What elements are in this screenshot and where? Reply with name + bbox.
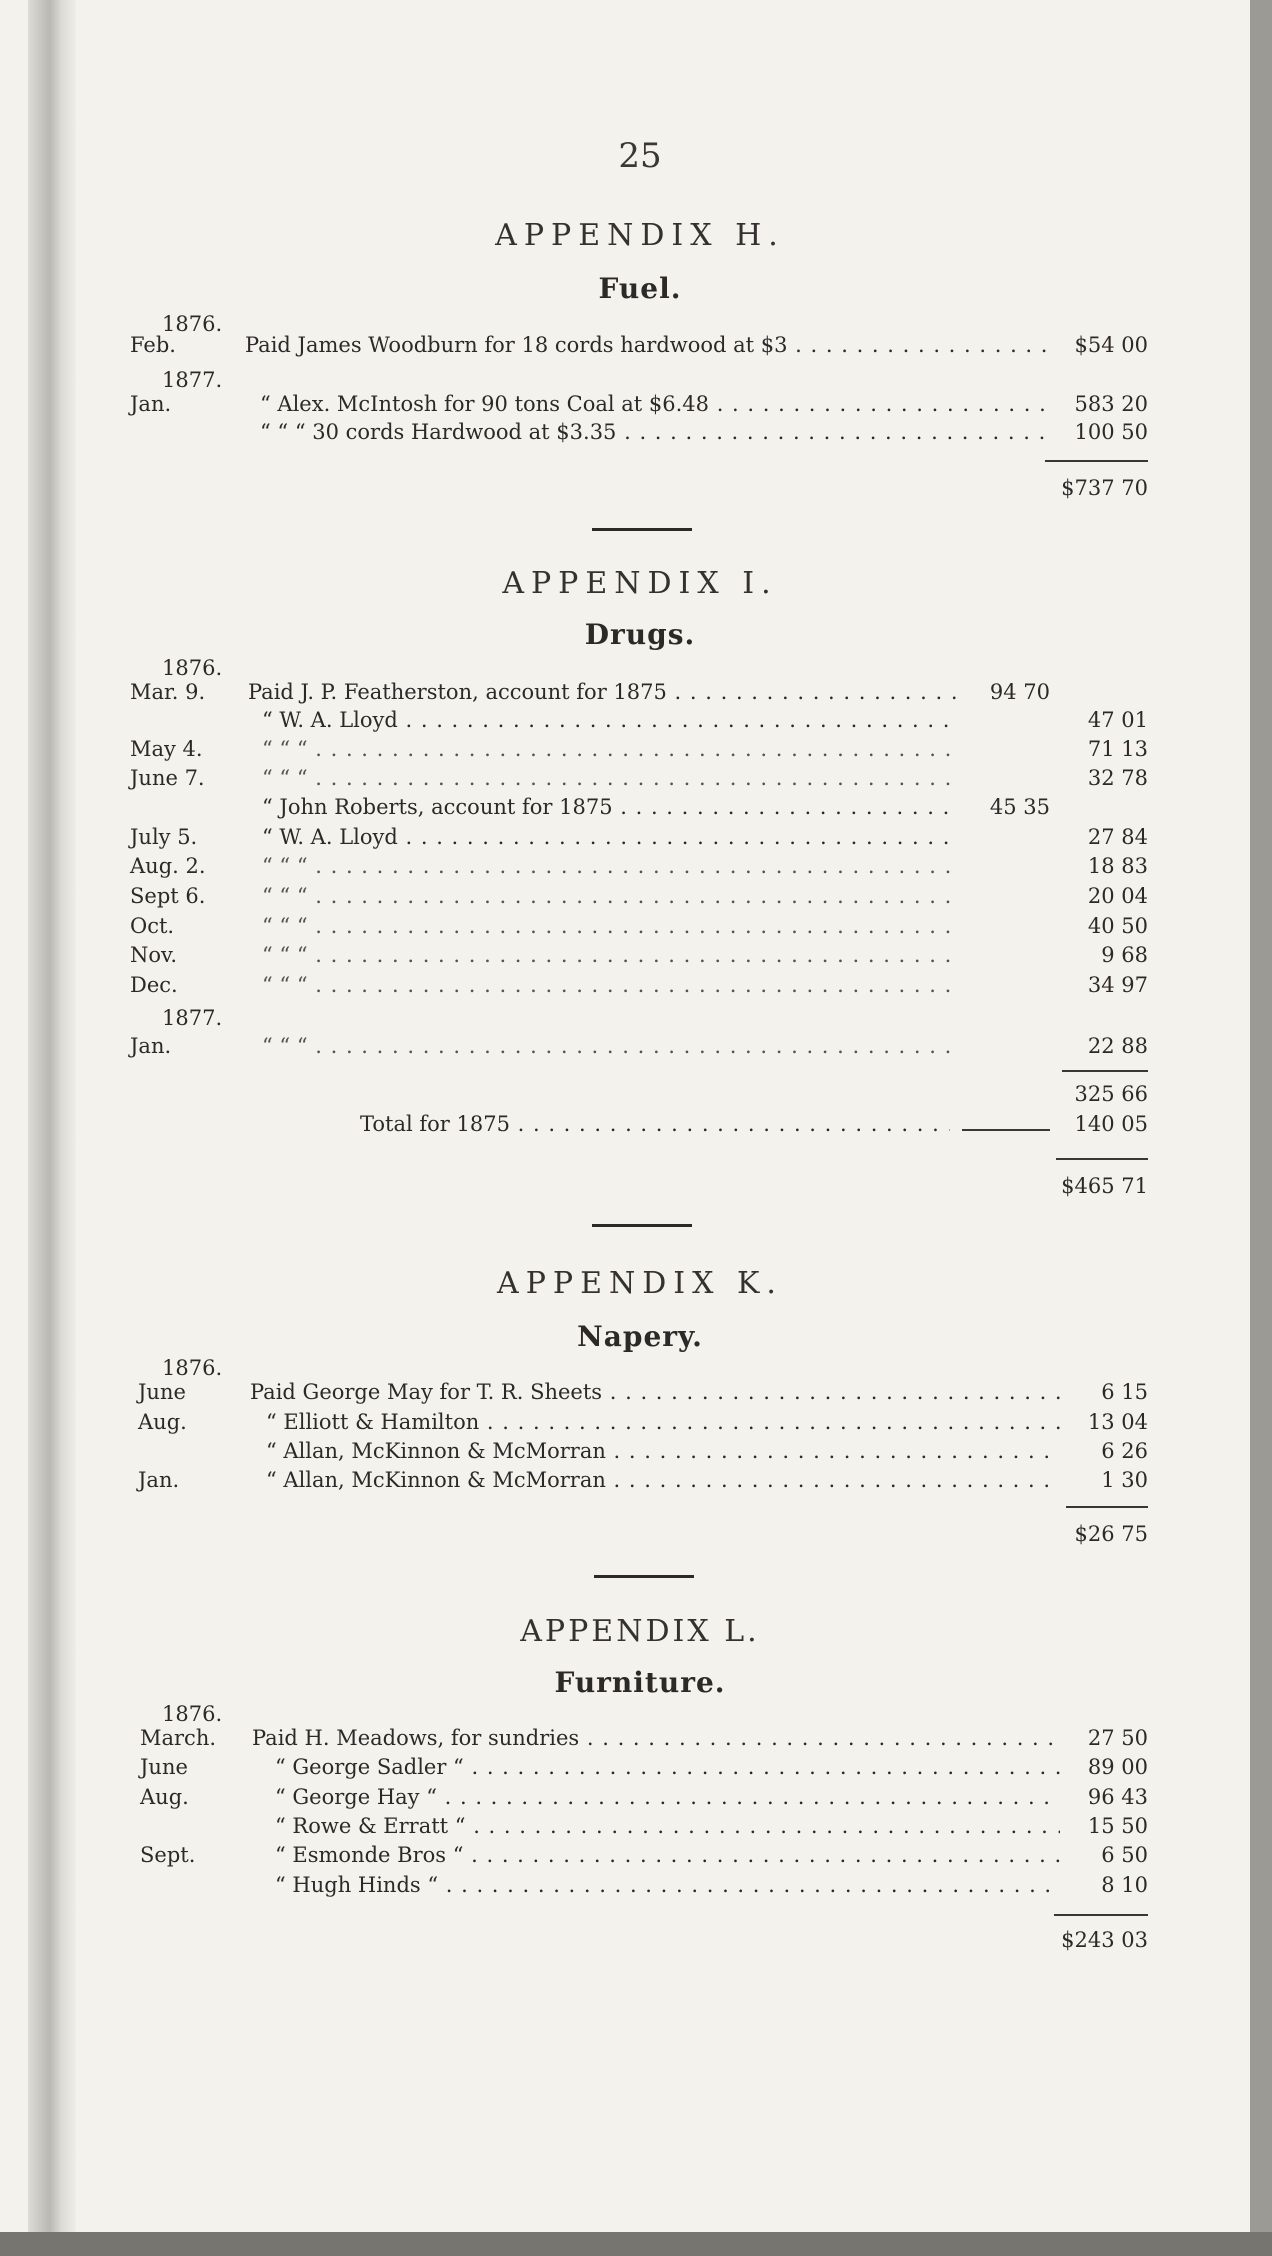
entry-amount: 13 04 <box>1087 1410 1148 1434</box>
entry-description: “ George Sadler “ . . . <box>275 1755 1060 1779</box>
entry-amount: 20 04 <box>1087 884 1148 908</box>
furniture-row <box>0 1843 1250 1875</box>
furniture-year-1876: 1876. <box>162 1702 223 1726</box>
furniture-total: $243 03 <box>1061 1928 1148 1952</box>
entry-description: “ Allan, McKinnon & McMorran . . . <box>266 1468 1060 1492</box>
section-divider <box>594 1575 694 1578</box>
entry-description: Paid George May for T. R. Sheets . . . <box>250 1380 1060 1404</box>
entry-description: “ “ “ . . . <box>262 854 958 878</box>
total-1875-amount: 140 05 <box>1074 1112 1148 1136</box>
fuel-heading: Fuel. <box>598 272 682 305</box>
fuel-total-row <box>0 476 1250 508</box>
entry-amount: 22 88 <box>1087 1034 1148 1058</box>
entry-description: “ Rowe & Erratt “ . . . <box>275 1814 1060 1838</box>
sum-rule <box>1062 1070 1148 1072</box>
entry-date: Aug. 2. <box>130 854 206 878</box>
drugs-row <box>0 943 1250 975</box>
furniture-row <box>0 1814 1250 1846</box>
section-divider <box>592 1224 692 1227</box>
entry-date: Aug. <box>138 1410 187 1434</box>
drugs-row <box>0 854 1250 886</box>
entry-date: May 4. <box>130 737 203 761</box>
entry-date: Jan. <box>130 392 172 416</box>
entry-amount: 6 50 <box>1101 1843 1148 1867</box>
drugs-row <box>0 973 1250 1005</box>
entry-description: “ Alex. McIntosh for 90 tons Coal at $6.48 . . . <box>260 392 1055 416</box>
entry-description: “ “ “ . . . <box>262 973 958 997</box>
fuel-row <box>0 333 1250 365</box>
drugs-subtotal-row <box>0 1082 1250 1114</box>
napery-total: $26 75 <box>1074 1522 1148 1546</box>
entry-amount: 100 50 <box>1074 420 1148 444</box>
entry-description: “ John Roberts, account for 1875 . . . <box>262 795 958 819</box>
entry-date: Aug. <box>140 1785 189 1809</box>
furniture-heading: Furniture. <box>554 1666 726 1699</box>
entry-amount: 6 15 <box>1101 1380 1148 1404</box>
entry-date: Dec. <box>130 973 178 997</box>
total-dash <box>962 1129 1050 1131</box>
page-number: 25 <box>618 136 662 176</box>
entry-description: “ Allan, McKinnon & McMorran . . . <box>266 1439 1060 1463</box>
napery-row <box>0 1380 1250 1412</box>
napery-row <box>0 1439 1250 1471</box>
entry-description: “ W. A. Lloyd . . . <box>262 825 958 849</box>
entry-amount: 89 00 <box>1087 1755 1148 1779</box>
furniture-row <box>0 1873 1250 1905</box>
furniture-row <box>0 1726 1250 1758</box>
entry-amount: 6 26 <box>1101 1439 1148 1463</box>
entry-amount: 18 83 <box>1087 854 1148 878</box>
entry-description: “ “ “ . . . <box>262 943 958 967</box>
furniture-total-row <box>0 1928 1250 1960</box>
entry-amount: 27 50 <box>1087 1726 1148 1750</box>
entry-date: March. <box>140 1726 217 1750</box>
entry-amount: 15 50 <box>1087 1814 1148 1838</box>
entry-amount: 583 20 <box>1074 392 1148 416</box>
entry-date: June 7. <box>130 766 205 790</box>
entry-amount: $54 00 <box>1074 333 1148 357</box>
total-1875-label: Total for 1875 . . . <box>360 1112 950 1136</box>
entry-date: June <box>140 1755 188 1779</box>
entry-subamount: 45 35 <box>989 795 1050 819</box>
entry-amount: 40 50 <box>1087 914 1148 938</box>
fuel-total: $737 70 <box>1061 476 1148 500</box>
entry-description: Paid J. P. Featherston, account for 1875 . . . <box>248 680 958 704</box>
drugs-row <box>0 708 1250 740</box>
entry-amount: 27 84 <box>1087 825 1148 849</box>
entry-subamount: 94 70 <box>989 680 1050 704</box>
scan-bottom-edge <box>0 2232 1272 2256</box>
fuel-year-1877: 1877. <box>162 368 223 392</box>
sum-rule <box>1066 1506 1148 1508</box>
entry-amount: 9 68 <box>1101 943 1148 967</box>
entry-amount: 34 97 <box>1087 973 1148 997</box>
entry-description: Paid H. Meadows, for sundries . . . <box>252 1726 1060 1750</box>
drugs-year-1876: 1876. <box>162 656 223 680</box>
entry-amount: 71 13 <box>1087 737 1148 761</box>
entry-date: June <box>138 1380 186 1404</box>
napery-row <box>0 1410 1250 1442</box>
entry-description: “ “ “ . . . <box>262 1034 958 1058</box>
entry-amount: 1 30 <box>1101 1468 1148 1492</box>
entry-description: “ “ “ . . . <box>262 737 958 761</box>
napery-total-row <box>0 1522 1250 1554</box>
fuel-year-1876: 1876. <box>162 312 223 336</box>
drugs-row <box>0 766 1250 798</box>
sum-rule <box>1056 1158 1148 1160</box>
sum-rule <box>1045 460 1148 462</box>
drugs-row <box>0 795 1250 827</box>
entry-date: Sept. <box>140 1843 196 1867</box>
appendix-h-title: APPENDIX H. <box>495 218 785 253</box>
entry-description: Paid James Woodburn for 18 cords hardwood at $3 . . . <box>245 333 1055 357</box>
entry-description: “ “ “ 30 cords Hardwood at $3.35 . . . <box>260 420 1055 444</box>
napery-year-1876: 1876. <box>162 1356 223 1380</box>
drugs-row <box>0 825 1250 857</box>
furniture-row <box>0 1785 1250 1817</box>
drugs-subtotal: 325 66 <box>1074 1082 1148 1106</box>
entry-date: Feb. <box>130 333 176 357</box>
entry-description: “ W. A. Lloyd . . . <box>262 708 958 732</box>
entry-date: July 5. <box>130 825 198 849</box>
sum-rule <box>1054 1914 1148 1916</box>
appendix-i-title: APPENDIX I. <box>502 566 778 601</box>
entry-amount: 32 78 <box>1087 766 1148 790</box>
entry-date: Oct. <box>130 914 175 938</box>
entry-description: “ Elliott & Hamilton . . . <box>266 1410 1060 1434</box>
drugs-row <box>0 914 1250 946</box>
entry-amount: 8 10 <box>1101 1873 1148 1897</box>
entry-description: “ Esmonde Bros “ . . . <box>275 1843 1060 1867</box>
entry-description: “ “ “ . . . <box>262 884 958 908</box>
section-divider <box>592 528 692 531</box>
entry-date: Sept 6. <box>130 884 206 908</box>
entry-amount: 47 01 <box>1087 708 1148 732</box>
drugs-row <box>0 737 1250 769</box>
entry-date: Mar. 9. <box>130 680 206 704</box>
napery-heading: Napery. <box>577 1320 703 1353</box>
entry-date: Nov. <box>130 943 178 967</box>
drugs-row <box>0 1034 1250 1066</box>
entry-description: “ Hugh Hinds “ . . . <box>275 1873 1060 1897</box>
entry-description: “ George Hay “ . . . <box>275 1785 1060 1809</box>
napery-row <box>0 1468 1250 1500</box>
drugs-heading: Drugs. <box>584 618 696 651</box>
entry-amount: 96 43 <box>1087 1785 1148 1809</box>
fuel-row <box>0 420 1250 452</box>
entry-description: “ “ “ . . . <box>262 914 958 938</box>
drugs-row <box>0 884 1250 916</box>
entry-date: Jan. <box>130 1034 172 1058</box>
drugs-year-1877: 1877. <box>162 1006 223 1030</box>
furniture-row <box>0 1755 1250 1787</box>
entry-date: Jan. <box>138 1468 180 1492</box>
appendix-k-title: APPENDIX K. <box>497 1266 783 1301</box>
drugs-total: $465 71 <box>1061 1174 1148 1198</box>
appendix-l-title: APPENDIX L. <box>520 1614 760 1649</box>
entry-description: “ “ “ . . . <box>262 766 958 790</box>
drugs-1875-total-row <box>0 1112 1250 1144</box>
drugs-total-row <box>0 1174 1250 1206</box>
